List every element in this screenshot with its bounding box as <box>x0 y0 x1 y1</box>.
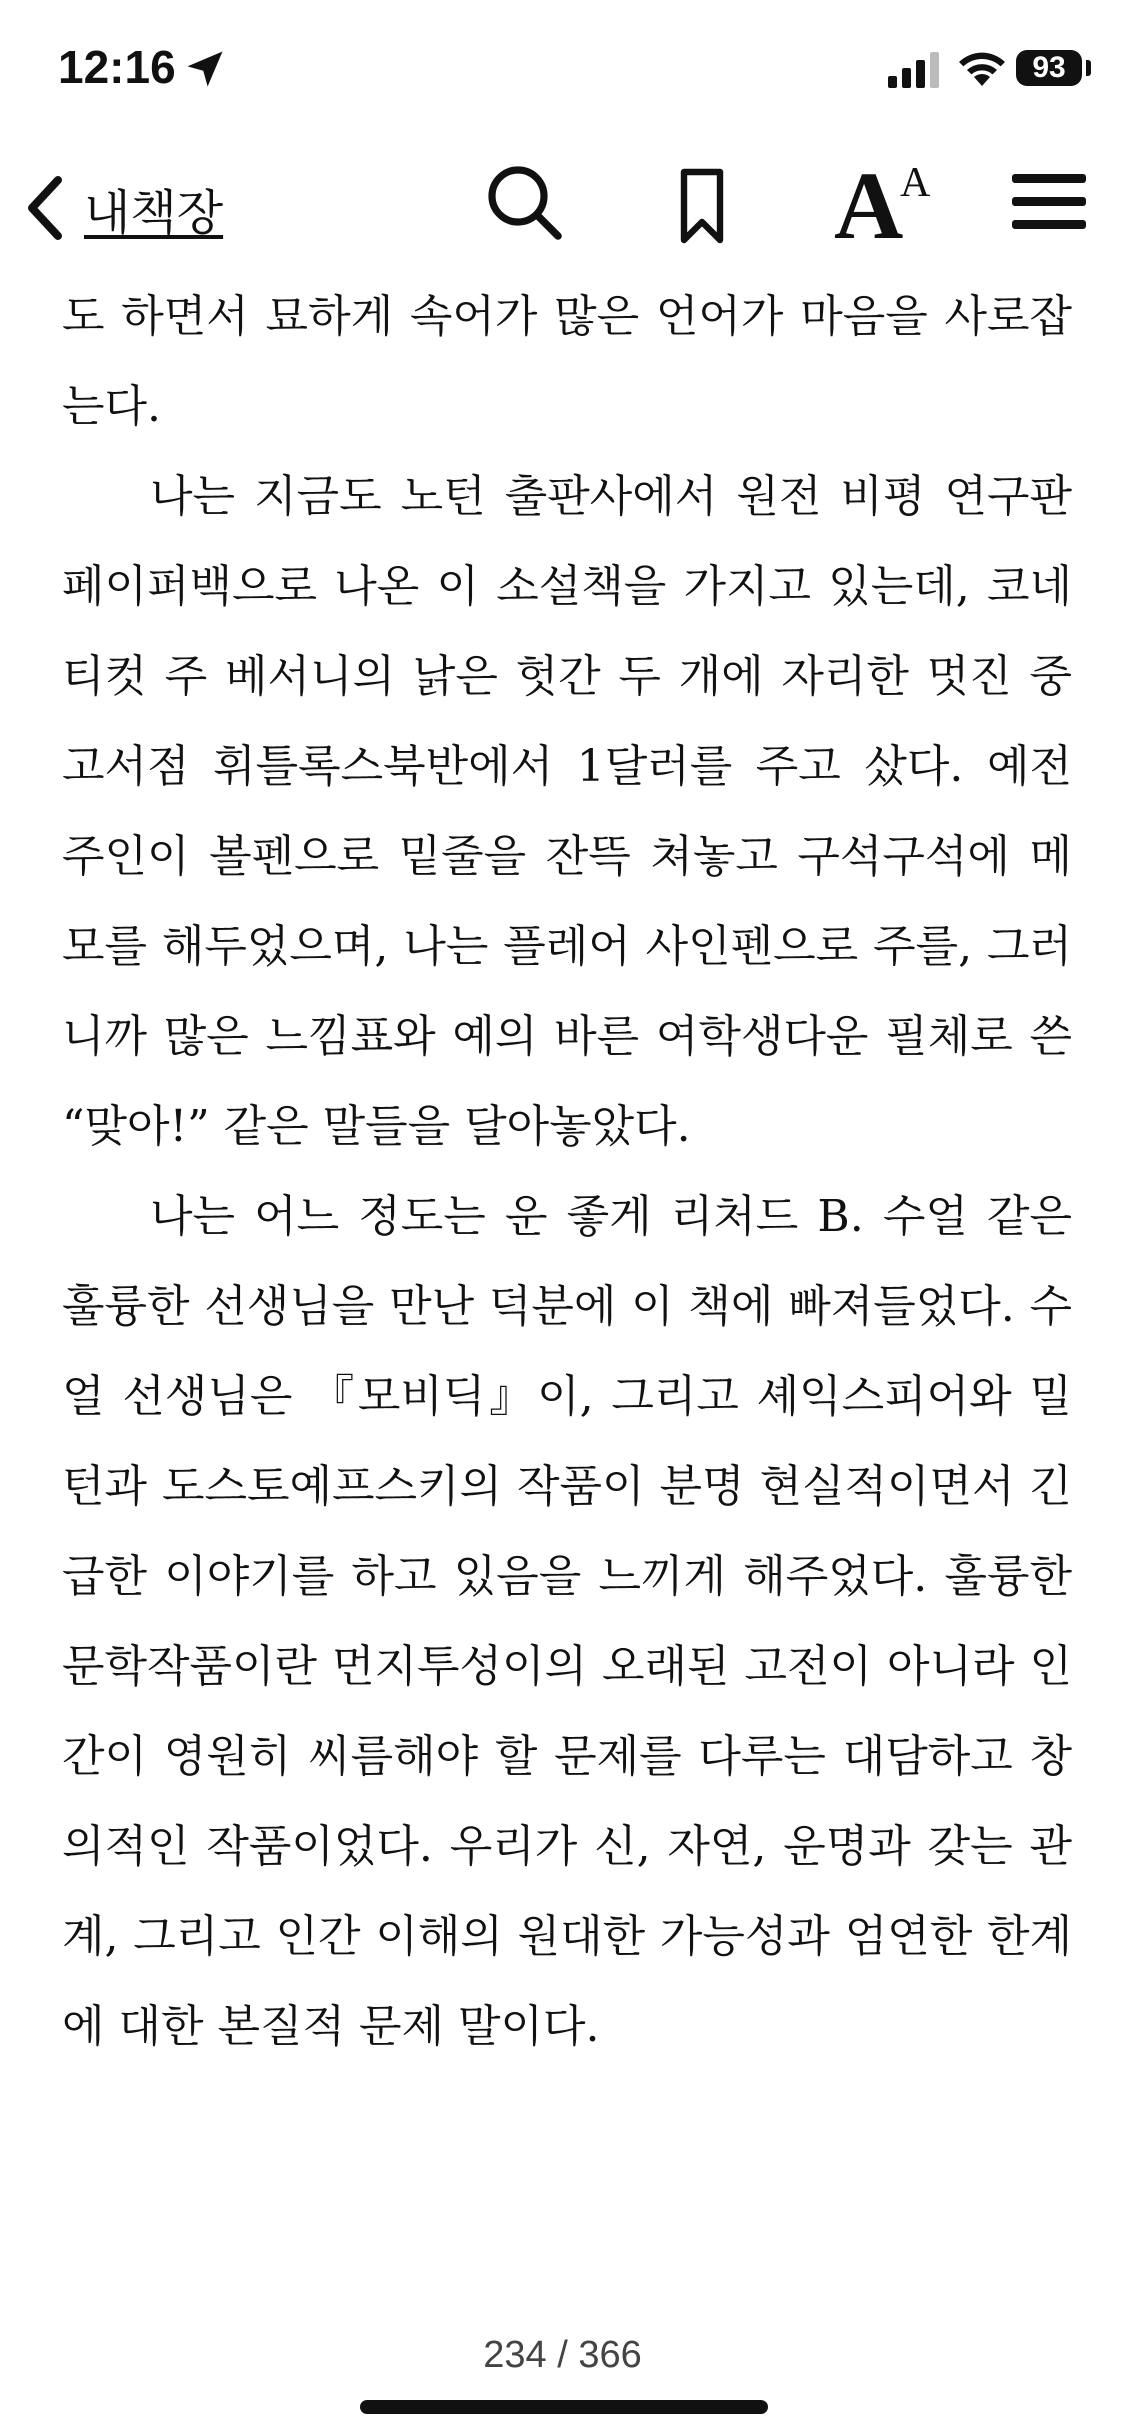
paragraph: 나는 지금도 노턴 출판사에서 원전 비평 연구판 페이퍼백으로 나온 이 소설책을 가지고 있는데, 코네티컷 주 베서니의 낡은 헛간 두 개에 자리한 멋진 중고서점 휘틀록스북반에서 1달러를 주고 샀다. 예전 주인이 볼펜으로 밑줄을 잔뜩 쳐놓고 구석구석에 메모를 해두었으며, 나는 플레어 사인펜으로 주를, 그러니까 많은 느낌표와 예의 바른 여학생다운 필체로 쓴 “맞아!” 같은 말들을 달아놓았다. <box>62 471 1072 1152</box>
back-button[interactable] <box>22 168 223 248</box>
paragraph-continued: 도 하면서 묘하게 속어가 많은 언어가 마음을 사로잡는다. <box>62 291 1072 432</box>
cellular-signal-icon <box>888 52 940 88</box>
svg-text:A: A <box>834 156 904 246</box>
status-time: 12:16 <box>58 41 176 93</box>
reader-toolbar <box>0 150 1125 270</box>
back-chevron-icon <box>22 174 66 242</box>
bookmark-icon[interactable] <box>680 168 724 244</box>
battery-icon <box>1016 50 1082 86</box>
menu-icon[interactable] <box>1012 172 1086 232</box>
wifi-icon <box>956 48 1008 88</box>
home-indicator[interactable] <box>360 2400 768 2414</box>
back-label: 내책장 <box>84 184 224 241</box>
svg-text:A: A <box>900 160 931 206</box>
paragraph: 나는 어느 정도는 운 좋게 리처드 B. 수얼 같은 훌륭한 선생님을 만난 덕분에 이 책에 빠져들었다. 수얼 선생님은 『모비딕』이, 그리고 셰익스피어와 밀턴과 도스토예프스키의 작품이 분명 현실적이면서 긴급한 이야기를 하고 있음을 느끼게 해주었다. 훌륭한 문학작품이란 먼지투성이의 오래된 고전이 아니라 인간이 영원히 씨름해야 할 문제를 다루는 대담하고 창의적인 작품이었다. 우리가 신, 자연, 운명과 갖는 관계, 그리고 인간 이해의 원대한 가능성과 엄연한 한계에 대한 본질적 문제 말이다. <box>62 1191 1072 2052</box>
search-icon[interactable] <box>484 162 564 242</box>
reader-content <box>62 272 1072 2072</box>
status-bar <box>0 0 1125 140</box>
location-arrow-icon <box>184 48 226 90</box>
battery-level: 93 <box>1032 51 1066 84</box>
font-size-icon[interactable] <box>834 156 944 246</box>
battery-cap <box>1086 60 1091 76</box>
page-indicator: 234 / 366 <box>483 2334 642 2376</box>
